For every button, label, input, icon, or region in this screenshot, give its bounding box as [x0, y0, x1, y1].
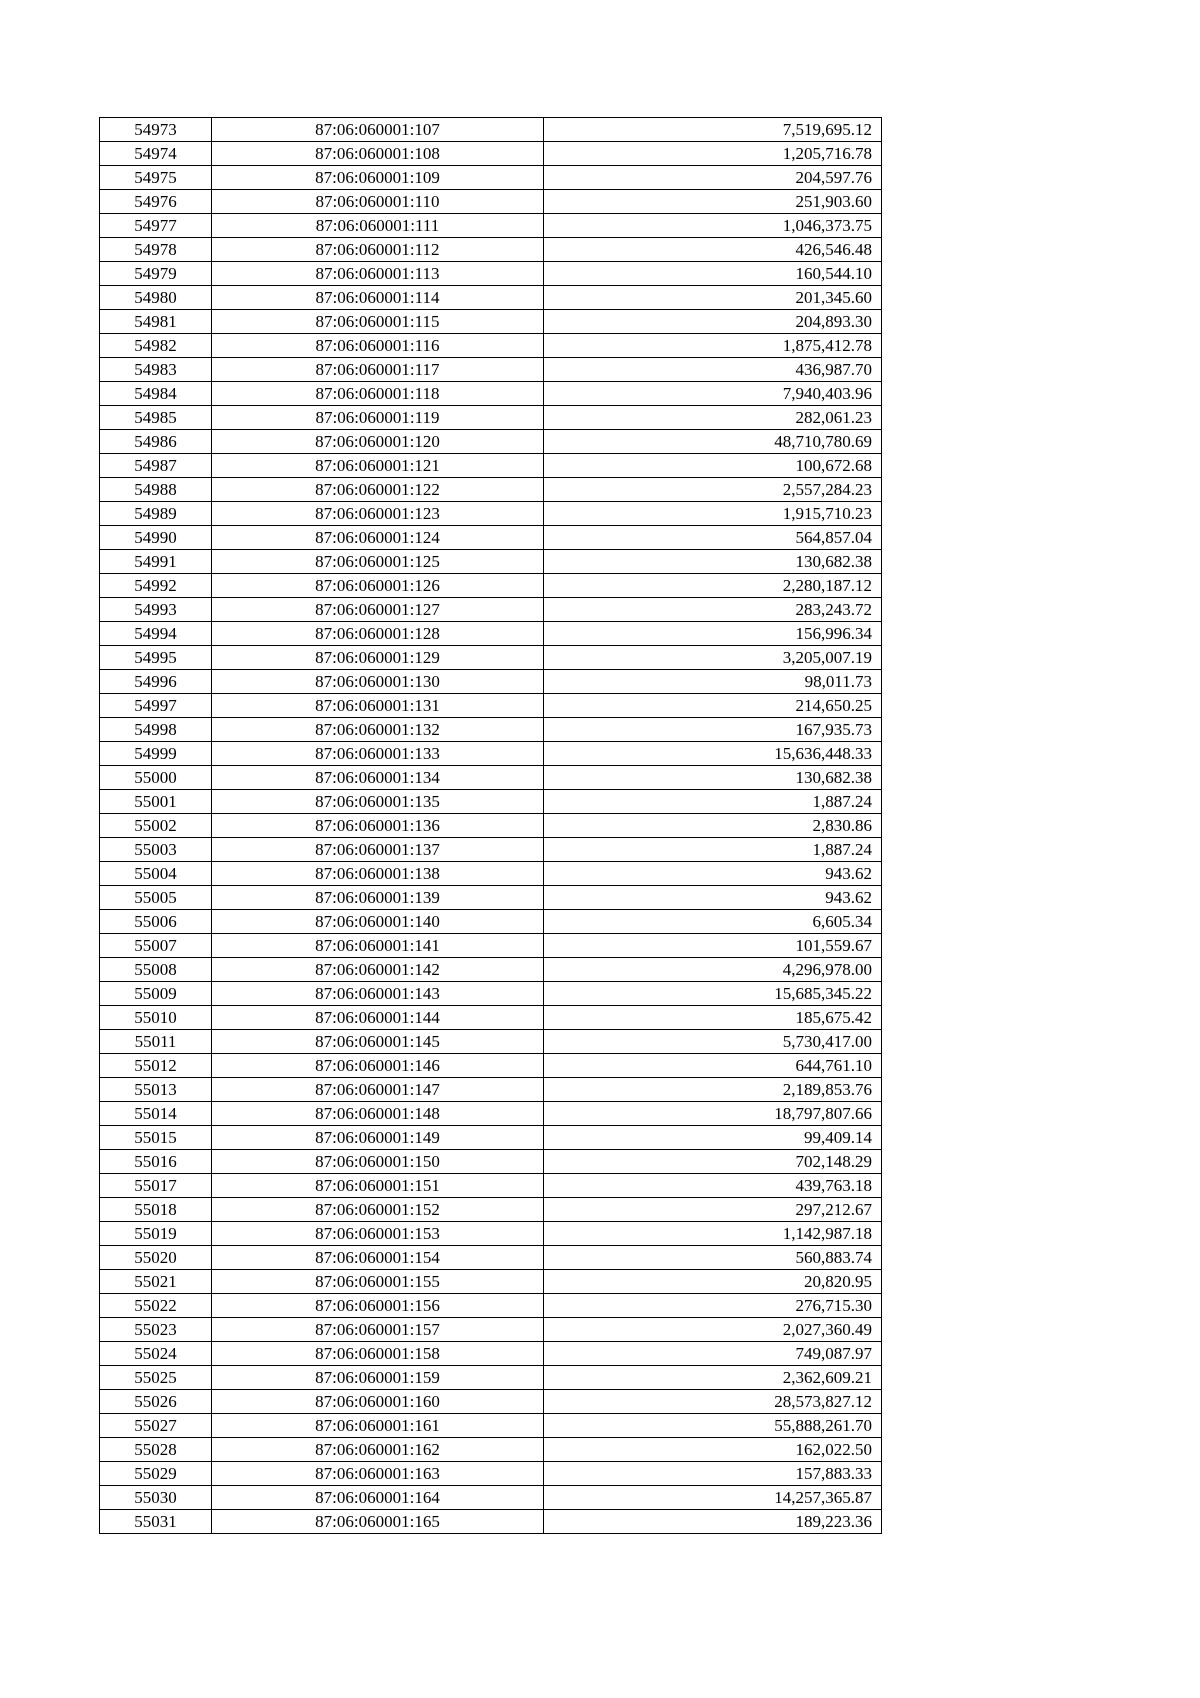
cadastral-number-cell: 87:06:060001:118	[212, 382, 544, 406]
row-number-cell: 55005	[100, 886, 212, 910]
cadastral-number-cell: 87:06:060001:121	[212, 454, 544, 478]
table-row	[100, 694, 882, 718]
cadastral-value-cell: 7,940,403.96	[544, 382, 882, 406]
cadastral-value-cell: 15,685,345.22	[544, 982, 882, 1006]
table-row	[100, 1438, 882, 1462]
cadastral-number-cell: 87:06:060001:130	[212, 670, 544, 694]
table-row	[100, 1414, 882, 1438]
cadastral-value-cell: 7,519,695.12	[544, 118, 882, 142]
table-row	[100, 1462, 882, 1486]
cadastral-value-cell: 943.62	[544, 862, 882, 886]
cadastral-value-cell: 702,148.29	[544, 1150, 882, 1174]
table-row	[100, 502, 882, 526]
cadastral-value-cell: 2,027,360.49	[544, 1318, 882, 1342]
cadastral-value-cell: 2,280,187.12	[544, 574, 882, 598]
row-number-cell: 55012	[100, 1054, 212, 1078]
row-number-cell: 54992	[100, 574, 212, 598]
row-number-cell: 55011	[100, 1030, 212, 1054]
cadastral-value-cell: 1,205,716.78	[544, 142, 882, 166]
row-number-cell: 55014	[100, 1102, 212, 1126]
row-number-cell: 55026	[100, 1390, 212, 1414]
cadastral-value-cell: 130,682.38	[544, 766, 882, 790]
cadastral-number-cell: 87:06:060001:148	[212, 1102, 544, 1126]
row-number-cell: 55029	[100, 1462, 212, 1486]
cadastral-value-cell: 18,797,807.66	[544, 1102, 882, 1126]
table-row	[100, 1030, 882, 1054]
table-row	[100, 1078, 882, 1102]
cadastral-value-cell: 20,820.95	[544, 1270, 882, 1294]
row-number-cell: 55007	[100, 934, 212, 958]
row-number-cell: 55009	[100, 982, 212, 1006]
cadastral-value-cell: 101,559.67	[544, 934, 882, 958]
table-row	[100, 1222, 882, 1246]
cadastral-value-cell: 749,087.97	[544, 1342, 882, 1366]
cadastral-number-cell: 87:06:060001:161	[212, 1414, 544, 1438]
table-row	[100, 238, 882, 262]
cadastral-value-cell: 214,650.25	[544, 694, 882, 718]
table-row	[100, 622, 882, 646]
cadastral-value-cell: 282,061.23	[544, 406, 882, 430]
table-row	[100, 310, 882, 334]
table-row	[100, 1390, 882, 1414]
cadastral-value-cell: 297,212.67	[544, 1198, 882, 1222]
row-number-cell: 54973	[100, 118, 212, 142]
cadastral-number-cell: 87:06:060001:120	[212, 430, 544, 454]
row-number-cell: 55030	[100, 1486, 212, 1510]
cadastral-value-cell: 201,345.60	[544, 286, 882, 310]
table-row	[100, 1006, 882, 1030]
cadastral-value-cell: 426,546.48	[544, 238, 882, 262]
cadastral-number-cell: 87:06:060001:137	[212, 838, 544, 862]
cadastral-value-cell: 1,142,987.18	[544, 1222, 882, 1246]
cadastral-value-cell: 28,573,827.12	[544, 1390, 882, 1414]
cadastral-number-cell: 87:06:060001:131	[212, 694, 544, 718]
table-row	[100, 1126, 882, 1150]
row-number-cell: 54995	[100, 646, 212, 670]
row-number-cell: 55002	[100, 814, 212, 838]
cadastral-value-cell: 55,888,261.70	[544, 1414, 882, 1438]
table-row	[100, 1486, 882, 1510]
row-number-cell: 54998	[100, 718, 212, 742]
cadastral-number-cell: 87:06:060001:147	[212, 1078, 544, 1102]
cadastral-number-cell: 87:06:060001:138	[212, 862, 544, 886]
row-number-cell: 55028	[100, 1438, 212, 1462]
cadastral-number-cell: 87:06:060001:163	[212, 1462, 544, 1486]
cadastral-number-cell: 87:06:060001:123	[212, 502, 544, 526]
row-number-cell: 54989	[100, 502, 212, 526]
table-row	[100, 262, 882, 286]
cadastral-value-cell: 1,875,412.78	[544, 334, 882, 358]
cadastral-value-cell: 644,761.10	[544, 1054, 882, 1078]
cadastral-number-cell: 87:06:060001:126	[212, 574, 544, 598]
table-row	[100, 598, 882, 622]
cadastral-value-cell: 204,597.76	[544, 166, 882, 190]
table-row	[100, 934, 882, 958]
table-row	[100, 406, 882, 430]
cadastral-value-cell: 564,857.04	[544, 526, 882, 550]
table-row	[100, 958, 882, 982]
cadastral-number-cell: 87:06:060001:143	[212, 982, 544, 1006]
row-number-cell: 55024	[100, 1342, 212, 1366]
cadastral-value-cell: 251,903.60	[544, 190, 882, 214]
table-row	[100, 118, 882, 142]
cadastral-number-cell: 87:06:060001:159	[212, 1366, 544, 1390]
table-row	[100, 1510, 882, 1534]
row-number-cell: 54976	[100, 190, 212, 214]
row-number-cell: 55025	[100, 1366, 212, 1390]
row-number-cell: 54975	[100, 166, 212, 190]
table-row	[100, 526, 882, 550]
table-row	[100, 1054, 882, 1078]
cadastral-value-cell: 15,636,448.33	[544, 742, 882, 766]
row-number-cell: 54983	[100, 358, 212, 382]
cadastral-number-cell: 87:06:060001:157	[212, 1318, 544, 1342]
cadastral-number-cell: 87:06:060001:107	[212, 118, 544, 142]
row-number-cell: 54978	[100, 238, 212, 262]
cadastral-number-cell: 87:06:060001:151	[212, 1174, 544, 1198]
cadastral-number-cell: 87:06:060001:153	[212, 1222, 544, 1246]
table-row	[100, 1174, 882, 1198]
table-row	[100, 1342, 882, 1366]
table-row	[100, 574, 882, 598]
table-row	[100, 478, 882, 502]
row-number-cell: 55008	[100, 958, 212, 982]
table-row	[100, 670, 882, 694]
cadastral-value-cell: 943.62	[544, 886, 882, 910]
cadastral-number-cell: 87:06:060001:134	[212, 766, 544, 790]
row-number-cell: 54974	[100, 142, 212, 166]
cadastral-number-cell: 87:06:060001:135	[212, 790, 544, 814]
cadastral-value-cell: 185,675.42	[544, 1006, 882, 1030]
cadastral-number-cell: 87:06:060001:165	[212, 1510, 544, 1534]
cadastral-number-cell: 87:06:060001:113	[212, 262, 544, 286]
cadastral-value-cell: 1,887.24	[544, 838, 882, 862]
row-number-cell: 55016	[100, 1150, 212, 1174]
cadastral-value-cell: 436,987.70	[544, 358, 882, 382]
table-row	[100, 1246, 882, 1270]
cadastral-value-cell: 560,883.74	[544, 1246, 882, 1270]
table-row	[100, 1270, 882, 1294]
row-number-cell: 54996	[100, 670, 212, 694]
row-number-cell: 54988	[100, 478, 212, 502]
cadastral-value-cell: 1,915,710.23	[544, 502, 882, 526]
cadastral-number-cell: 87:06:060001:109	[212, 166, 544, 190]
row-number-cell: 55021	[100, 1270, 212, 1294]
table-row	[100, 142, 882, 166]
table-row	[100, 286, 882, 310]
table-row	[100, 334, 882, 358]
cadastral-value-cell: 48,710,780.69	[544, 430, 882, 454]
cadastral-number-cell: 87:06:060001:164	[212, 1486, 544, 1510]
cadastral-number-cell: 87:06:060001:127	[212, 598, 544, 622]
row-number-cell: 55001	[100, 790, 212, 814]
row-number-cell: 55010	[100, 1006, 212, 1030]
row-number-cell: 55004	[100, 862, 212, 886]
cadastral-value-cell: 439,763.18	[544, 1174, 882, 1198]
row-number-cell: 54987	[100, 454, 212, 478]
row-number-cell: 55022	[100, 1294, 212, 1318]
cadastral-number-cell: 87:06:060001:124	[212, 526, 544, 550]
cadastral-value-cell: 14,257,365.87	[544, 1486, 882, 1510]
cadastral-number-cell: 87:06:060001:110	[212, 190, 544, 214]
cadastral-value-cell: 1,046,373.75	[544, 214, 882, 238]
table-row	[100, 910, 882, 934]
table-row	[100, 838, 882, 862]
cadastral-value-cell: 2,830.86	[544, 814, 882, 838]
table-row	[100, 1198, 882, 1222]
row-number-cell: 55013	[100, 1078, 212, 1102]
cadastral-number-cell: 87:06:060001:140	[212, 910, 544, 934]
table-row	[100, 718, 882, 742]
cadastral-value-table	[99, 117, 882, 1534]
row-number-cell: 55023	[100, 1318, 212, 1342]
row-number-cell: 54981	[100, 310, 212, 334]
cadastral-number-cell: 87:06:060001:154	[212, 1246, 544, 1270]
table-row	[100, 814, 882, 838]
table-row	[100, 982, 882, 1006]
row-number-cell: 54980	[100, 286, 212, 310]
cadastral-value-cell: 3,205,007.19	[544, 646, 882, 670]
table-row	[100, 1102, 882, 1126]
table-row	[100, 742, 882, 766]
table-row	[100, 358, 882, 382]
table-row	[100, 190, 882, 214]
cadastral-number-cell: 87:06:060001:141	[212, 934, 544, 958]
row-number-cell: 54986	[100, 430, 212, 454]
row-number-cell: 55031	[100, 1510, 212, 1534]
cadastral-number-cell: 87:06:060001:149	[212, 1126, 544, 1150]
row-number-cell: 55018	[100, 1198, 212, 1222]
cadastral-number-cell: 87:06:060001:129	[212, 646, 544, 670]
cadastral-value-cell: 2,557,284.23	[544, 478, 882, 502]
cadastral-number-cell: 87:06:060001:128	[212, 622, 544, 646]
table-row	[100, 790, 882, 814]
row-number-cell: 54977	[100, 214, 212, 238]
cadastral-value-cell: 157,883.33	[544, 1462, 882, 1486]
cadastral-value-cell: 156,996.34	[544, 622, 882, 646]
cadastral-value-cell: 162,022.50	[544, 1438, 882, 1462]
cadastral-value-cell: 130,682.38	[544, 550, 882, 574]
cadastral-number-cell: 87:06:060001:145	[212, 1030, 544, 1054]
table-row	[100, 550, 882, 574]
cadastral-value-cell: 204,893.30	[544, 310, 882, 334]
table-row	[100, 886, 882, 910]
cadastral-value-cell: 160,544.10	[544, 262, 882, 286]
table-row	[100, 1366, 882, 1390]
cadastral-number-cell: 87:06:060001:111	[212, 214, 544, 238]
table-row	[100, 1150, 882, 1174]
cadastral-value-cell: 6,605.34	[544, 910, 882, 934]
cadastral-number-cell: 87:06:060001:152	[212, 1198, 544, 1222]
cadastral-number-cell: 87:06:060001:158	[212, 1342, 544, 1366]
cadastral-number-cell: 87:06:060001:133	[212, 742, 544, 766]
table-row	[100, 766, 882, 790]
cadastral-value-cell: 100,672.68	[544, 454, 882, 478]
table-row	[100, 166, 882, 190]
cadastral-number-cell: 87:06:060001:150	[212, 1150, 544, 1174]
cadastral-value-cell: 276,715.30	[544, 1294, 882, 1318]
row-number-cell: 54979	[100, 262, 212, 286]
row-number-cell: 54999	[100, 742, 212, 766]
row-number-cell: 55006	[100, 910, 212, 934]
cadastral-value-cell: 189,223.36	[544, 1510, 882, 1534]
row-number-cell: 54994	[100, 622, 212, 646]
cadastral-value-cell: 1,887.24	[544, 790, 882, 814]
row-number-cell: 55027	[100, 1414, 212, 1438]
cadastral-value-cell: 167,935.73	[544, 718, 882, 742]
table-row	[100, 382, 882, 406]
row-number-cell: 54991	[100, 550, 212, 574]
row-number-cell: 55017	[100, 1174, 212, 1198]
table-row	[100, 214, 882, 238]
table-row	[100, 430, 882, 454]
row-number-cell: 55000	[100, 766, 212, 790]
row-number-cell: 54990	[100, 526, 212, 550]
cadastral-number-cell: 87:06:060001:125	[212, 550, 544, 574]
cadastral-number-cell: 87:06:060001:112	[212, 238, 544, 262]
row-number-cell: 55015	[100, 1126, 212, 1150]
cadastral-number-cell: 87:06:060001:136	[212, 814, 544, 838]
table-row	[100, 646, 882, 670]
cadastral-value-cell: 283,243.72	[544, 598, 882, 622]
cadastral-value-cell: 98,011.73	[544, 670, 882, 694]
cadastral-number-cell: 87:06:060001:142	[212, 958, 544, 982]
table-body	[100, 118, 882, 1534]
table-row	[100, 454, 882, 478]
cadastral-number-cell: 87:06:060001:117	[212, 358, 544, 382]
table-row	[100, 1318, 882, 1342]
cadastral-number-cell: 87:06:060001:119	[212, 406, 544, 430]
table-row	[100, 862, 882, 886]
cadastral-value-cell: 2,362,609.21	[544, 1366, 882, 1390]
cadastral-number-cell: 87:06:060001:116	[212, 334, 544, 358]
row-number-cell: 55003	[100, 838, 212, 862]
row-number-cell: 54982	[100, 334, 212, 358]
row-number-cell: 54997	[100, 694, 212, 718]
row-number-cell: 55020	[100, 1246, 212, 1270]
cadastral-value-cell: 99,409.14	[544, 1126, 882, 1150]
cadastral-number-cell: 87:06:060001:144	[212, 1006, 544, 1030]
cadastral-value-cell: 5,730,417.00	[544, 1030, 882, 1054]
row-number-cell: 54985	[100, 406, 212, 430]
cadastral-number-cell: 87:06:060001:108	[212, 142, 544, 166]
cadastral-number-cell: 87:06:060001:162	[212, 1438, 544, 1462]
cadastral-value-cell: 2,189,853.76	[544, 1078, 882, 1102]
row-number-cell: 55019	[100, 1222, 212, 1246]
cadastral-number-cell: 87:06:060001:139	[212, 886, 544, 910]
table-row	[100, 1294, 882, 1318]
cadastral-number-cell: 87:06:060001:115	[212, 310, 544, 334]
cadastral-number-cell: 87:06:060001:156	[212, 1294, 544, 1318]
cadastral-number-cell: 87:06:060001:146	[212, 1054, 544, 1078]
cadastral-number-cell: 87:06:060001:122	[212, 478, 544, 502]
cadastral-number-cell: 87:06:060001:114	[212, 286, 544, 310]
cadastral-number-cell: 87:06:060001:132	[212, 718, 544, 742]
cadastral-number-cell: 87:06:060001:155	[212, 1270, 544, 1294]
cadastral-value-cell: 4,296,978.00	[544, 958, 882, 982]
row-number-cell: 54984	[100, 382, 212, 406]
cadastral-number-cell: 87:06:060001:160	[212, 1390, 544, 1414]
row-number-cell: 54993	[100, 598, 212, 622]
